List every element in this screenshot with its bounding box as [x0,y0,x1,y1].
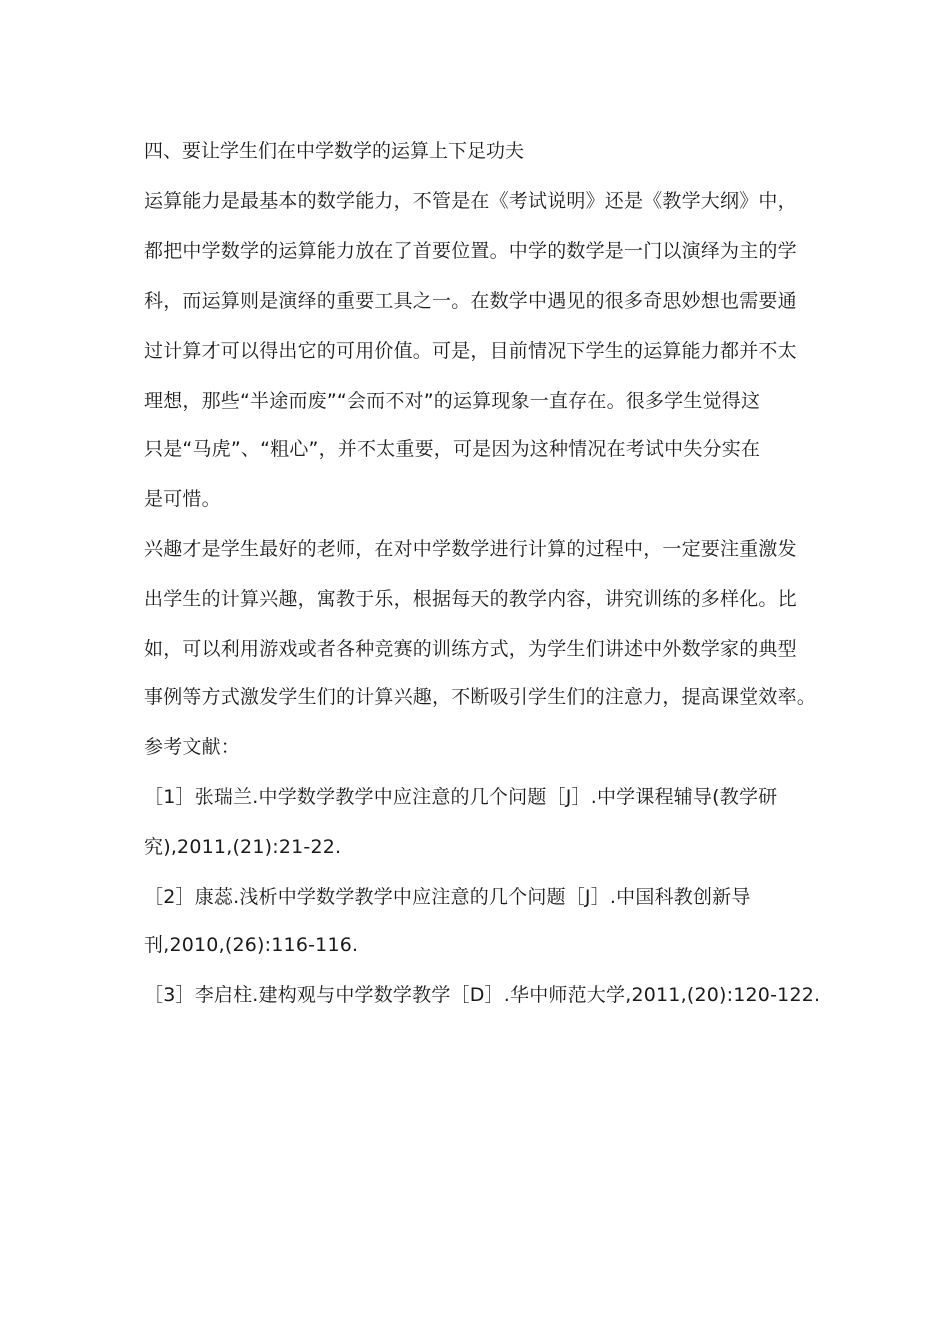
paragraph-1-line-4: 过计算才可以得出它的可用价值。可是，目前情况下学生的运算能力都并不太 [144,340,797,362]
paragraph-2-line-3: 如，可以利用游戏或者各种竞赛的训练方式，为学生们讲述中外数学家的典型 [144,638,797,660]
paragraph-2-line-1: 兴趣才是学生最好的老师，在对中学数学进行计算的过程中，一定要注重激发 [144,538,797,560]
reference-2-line-2: 刊,2010,(26):116-116. [144,934,359,956]
references-title: 参考文献： [144,736,241,758]
reference-3-line-1: ［3］李启柱.建构观与中学数学教学［D］.华中师范大学,2011,(20):120-122. [144,984,821,1006]
paragraph-1-line-2: 都把中学数学的运算能力放在了首要位置。中学的数学是一门以演绎为主的学 [144,240,797,262]
paragraph-1-line-1: 运算能力是最基本的数学能力，不管是在《考试说明》还是《教学大纲》中， [144,190,797,212]
paragraph-1-line-6: 只是“马虎”、“粗心”，并不太重要，可是因为这种情况在考试中失分实在 [144,438,761,460]
reference-2-line-1: ［2］康蕊.浅析中学数学教学中应注意的几个问题［J］.中国科教创新导 [144,886,751,908]
paragraph-2-line-2: 出学生的计算兴趣，寓教于乐，根据每天的教学内容，讲究训练的多样化。比 [144,588,797,610]
paragraph-1-line-3: 科，而运算则是演绎的重要工具之一。在数学中遇见的很多奇思妙想也需要通 [144,290,797,312]
reference-1-line-2: 究),2011,(21):21-22. [144,836,342,858]
reference-1-line-1: ［1］张瑞兰.中学数学教学中应注意的几个问题［J］.中学课程辅导(教学研 [144,786,778,808]
paragraph-1-line-7: 是可惜。 [144,488,221,510]
section-heading: 四、要让学生们在中学数学的运算上下足功夫 [144,140,525,162]
paragraph-2-line-4: 事例等方式激发学生们的计算兴趣，不断吸引学生们的注意力，提高课堂效率。 [144,686,817,708]
paragraph-1-line-5: 理想，那些“半途而废”“会而不对”的运算现象一直存在。很多学生觉得这 [144,390,761,412]
